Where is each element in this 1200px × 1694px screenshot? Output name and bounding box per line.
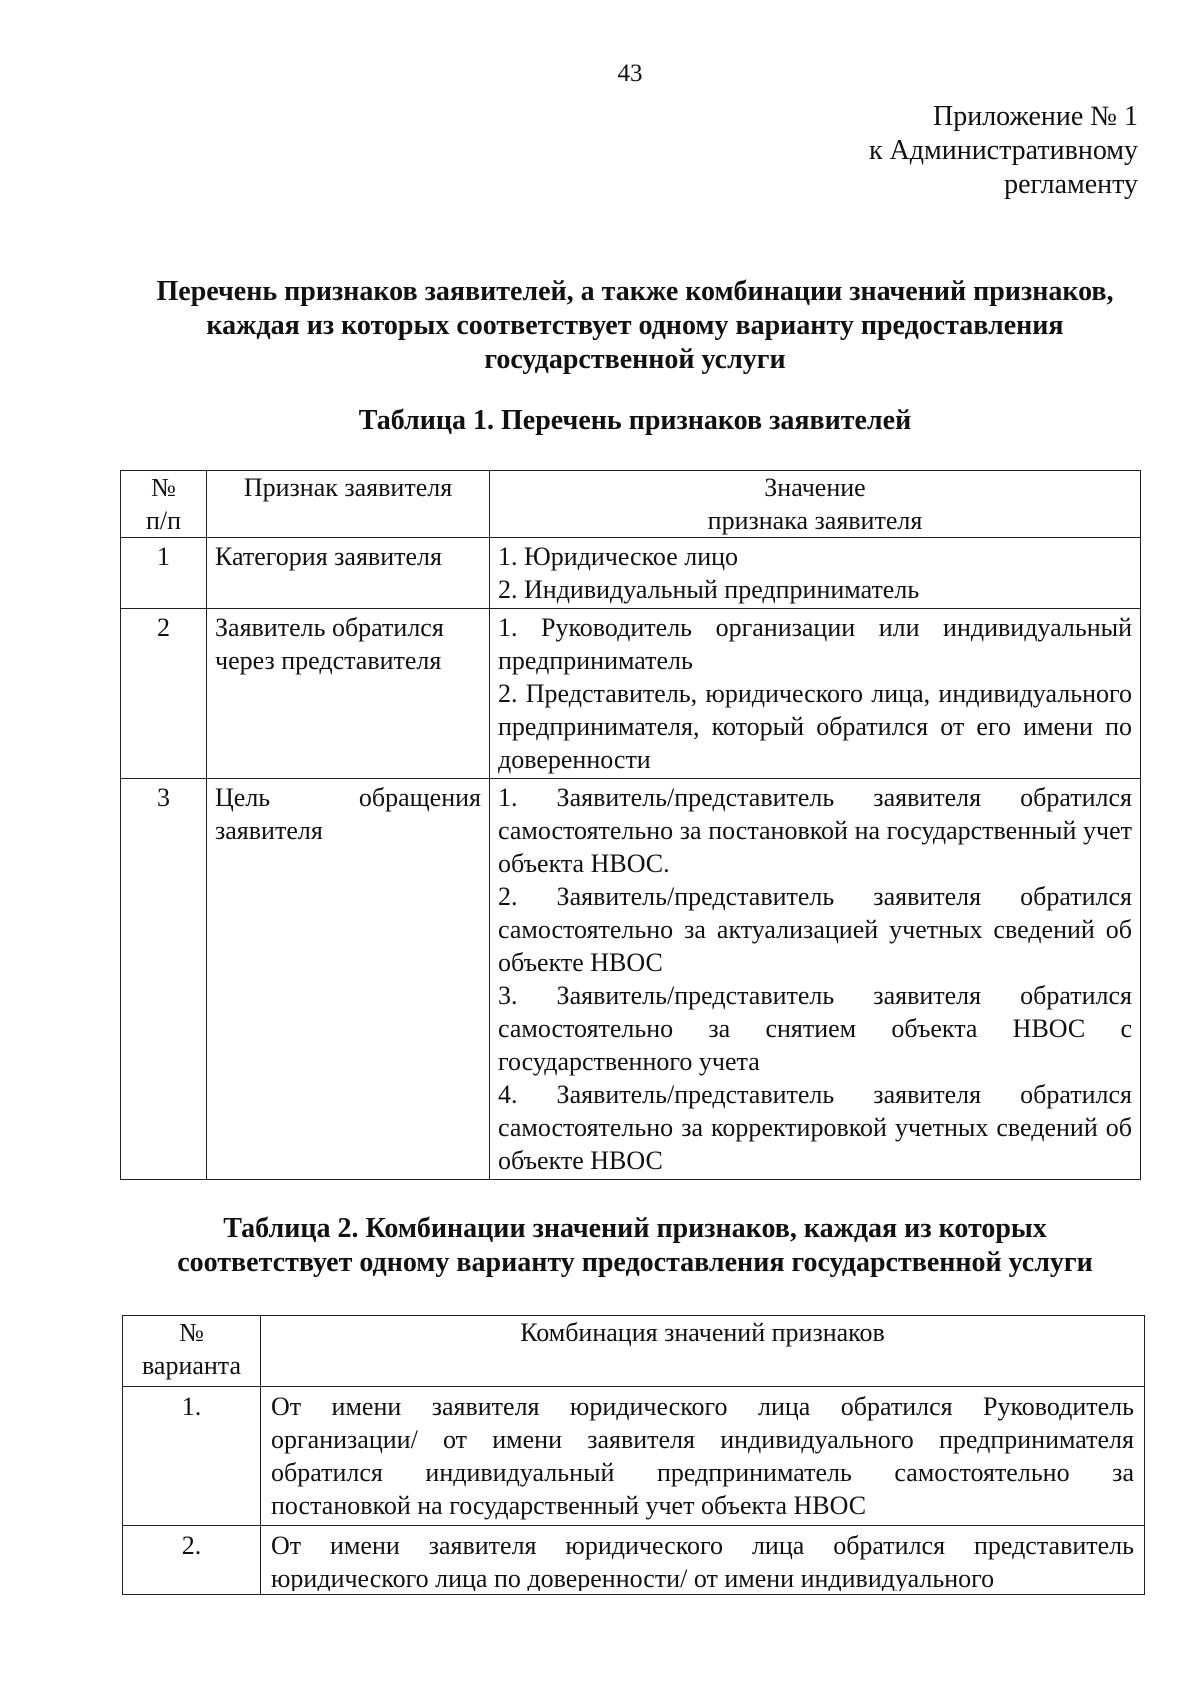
row-values xyxy=(490,609,1141,779)
header-number-line: № xyxy=(151,473,176,502)
appendix-line: регламенту xyxy=(1004,169,1138,200)
header-value-line: признака заявителя xyxy=(707,506,923,535)
table-row xyxy=(121,609,1141,779)
value-item: 2. Представитель, юридического лица, индивидуального предпринимателя, который обратился от его имени по доверенности xyxy=(498,679,1132,774)
table2-title xyxy=(100,1212,1170,1280)
header-number-line: п/п xyxy=(145,506,182,535)
header-value-line: Значение xyxy=(764,473,866,502)
table2-title-line: Таблица 2. Комбинации значений признаков, каждая из которых xyxy=(223,1213,1047,1244)
appendix-line: к Административному xyxy=(868,135,1138,166)
value-item: 1. Юридическое лицо xyxy=(498,542,739,571)
table1-title xyxy=(100,404,1170,438)
variant-combination xyxy=(261,1526,1145,1595)
header-number xyxy=(121,471,207,538)
row-values xyxy=(490,779,1141,1180)
applicant-attributes-table xyxy=(120,470,1141,1180)
header-attribute xyxy=(207,471,490,538)
header-variant-number xyxy=(123,1316,261,1387)
value-item: 2. Индивидуальный предприниматель xyxy=(498,575,920,604)
table-row xyxy=(123,1526,1145,1595)
row-number: 1 xyxy=(121,538,207,609)
row-attribute: Заявитель обратился через представителя xyxy=(207,609,490,779)
header-combination xyxy=(261,1316,1145,1387)
value-item: 2. Заявитель/представитель заявителя обратился самостоятельно за актуализацией учетных сведений об объекте НВОС xyxy=(498,882,1132,977)
table2-title-line: соответствует одному варианту предоставления государственной услуги xyxy=(177,1247,1093,1278)
table-row xyxy=(121,538,1141,609)
header-attribute-text: Признак заявителя xyxy=(243,473,453,502)
header-value xyxy=(490,471,1141,538)
table-header-row xyxy=(123,1316,1145,1387)
page-number: 43 xyxy=(617,60,643,87)
value-item: 4. Заявитель/представитель заявителя обратился самостоятельно за корректировкой учетных сведений об объекте НВОС xyxy=(498,1080,1132,1175)
row-values xyxy=(490,538,1141,609)
row-attribute: Категория заявителя xyxy=(207,538,490,609)
document-title xyxy=(100,275,1170,377)
table-row xyxy=(123,1387,1145,1526)
header-number-line: варианта xyxy=(141,1351,242,1380)
table-row xyxy=(121,779,1141,1180)
title-line: государственной услуги xyxy=(484,344,786,375)
variant-combination-text: От имени заявителя юридического лица обратился представитель юридического лица по доверенности/ от имени индивидуального xyxy=(271,1531,1134,1591)
header-number-line: № xyxy=(179,1318,204,1347)
value-item: 3. Заявитель/представитель заявителя обратился самостоятельно за снятием объекта НВОС с государственного учета xyxy=(498,981,1132,1076)
variant-number: 1. xyxy=(123,1387,261,1526)
appendix-note xyxy=(640,100,1138,202)
table1-title-text: Таблица 1. Перечень признаков заявителей xyxy=(358,405,912,436)
variant-combination: От имени заявителя юридического лица обратился Руководитель организации/ от имени заявителя индивидуального предпринимателя обратился индивидуальный предприниматель самостоятельно за постановкой на государственный учет объекта НВОС xyxy=(261,1387,1145,1526)
row-number: 3 xyxy=(121,779,207,1180)
title-line: Перечень признаков заявителей, а также комбинации значений признаков, xyxy=(156,276,1114,307)
value-item: 1. Заявитель/представитель заявителя обратился самостоятельно за постановкой на государственный учет объекта НВОС. xyxy=(498,783,1132,878)
row-number: 2 xyxy=(121,609,207,779)
appendix-line: Приложение № 1 xyxy=(933,101,1138,132)
table-header-row xyxy=(121,471,1141,538)
attribute-combinations-table xyxy=(122,1315,1145,1595)
variant-number: 2. xyxy=(123,1526,261,1595)
value-item: 1. Руководитель организации или индивидуальный предприниматель xyxy=(498,613,1132,675)
header-combination-text: Комбинация значений признаков xyxy=(520,1318,885,1347)
title-line: каждая из которых соответствует одному варианту предоставления xyxy=(206,310,1064,341)
row-attribute: Цель обращения заявителя xyxy=(207,779,490,1180)
